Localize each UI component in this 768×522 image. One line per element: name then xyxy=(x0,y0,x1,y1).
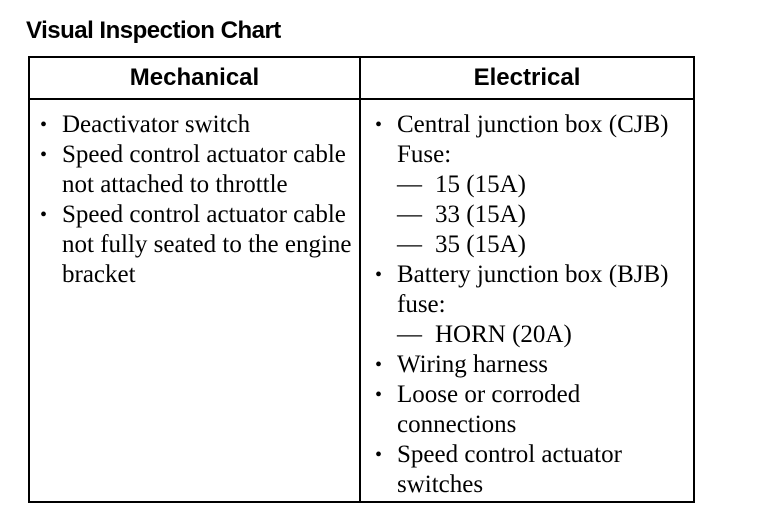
sub-item xyxy=(397,230,687,260)
list-item xyxy=(36,140,353,200)
sub-item-text: 33 (15A) xyxy=(435,201,526,228)
item-text: Loose or corroded connections xyxy=(397,381,581,438)
bullet-icon: • xyxy=(40,114,48,136)
bullet-icon: • xyxy=(40,144,48,166)
sub-item xyxy=(397,200,687,230)
dash-icon: — xyxy=(397,321,422,348)
sub-item-text: 15 (15A) xyxy=(435,171,526,198)
dash-icon: — xyxy=(397,231,422,258)
item-text: Deactivator switch xyxy=(62,111,251,138)
mechanical-list xyxy=(36,110,353,290)
item-text: Central junction box (CJB) Fuse: xyxy=(397,111,669,168)
bullet-icon: • xyxy=(375,264,383,286)
item-text: Battery junction box (BJB) fuse: xyxy=(397,261,669,318)
dash-icon: — xyxy=(397,171,422,198)
list-item xyxy=(36,200,353,290)
list-item xyxy=(36,110,353,140)
table-header-row xyxy=(30,58,693,100)
bullet-icon: • xyxy=(375,114,383,136)
dash-icon: — xyxy=(397,201,422,228)
bullet-icon: • xyxy=(375,384,383,406)
list-item xyxy=(371,260,687,350)
table-body-row xyxy=(30,100,693,501)
sub-item xyxy=(397,170,687,200)
header-electrical: Electrical xyxy=(473,64,581,91)
item-text: Speed control actuator cable not attached to throttle xyxy=(62,141,346,198)
sub-item-text: HORN (20A) xyxy=(435,321,572,348)
list-item xyxy=(371,440,687,500)
list-item xyxy=(371,110,687,260)
sub-item xyxy=(397,320,687,350)
inspection-table xyxy=(28,56,695,503)
electrical-list xyxy=(371,110,687,500)
sub-item-text: 35 (15A) xyxy=(435,231,526,258)
mechanical-cell xyxy=(30,100,361,501)
chart-title: Visual Inspection Chart xyxy=(26,17,281,44)
list-item xyxy=(371,380,687,440)
bullet-icon: • xyxy=(40,204,48,226)
electrical-cell xyxy=(361,100,693,501)
bullet-icon: • xyxy=(375,444,383,466)
bullet-icon: • xyxy=(375,354,383,376)
header-mechanical: Mechanical xyxy=(30,58,361,98)
item-text: Speed control actuator switches xyxy=(397,441,622,498)
item-text: Wiring harness xyxy=(397,351,549,378)
item-text: Speed control actuator cable not fully seated to the engine bracket xyxy=(62,201,352,288)
list-item xyxy=(371,350,687,380)
